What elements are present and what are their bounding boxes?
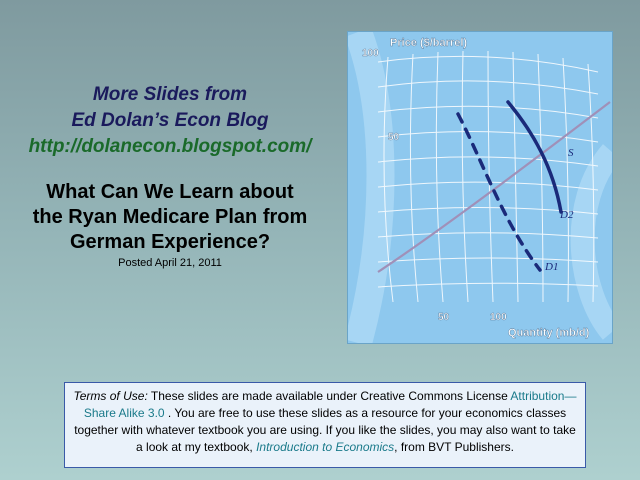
title-line-2: the Ryan Medicare Plan from bbox=[32, 206, 308, 228]
demand-label-d1: D1 bbox=[545, 261, 559, 273]
more-slides-heading bbox=[0, 82, 340, 160]
terms-text-3: , from BVT Publishers. bbox=[394, 440, 514, 454]
swirl-left bbox=[358, 32, 381, 343]
terms-lead: Terms of Use: bbox=[73, 389, 148, 403]
x-tick-100: 100 bbox=[490, 312, 507, 323]
supply-label: S bbox=[568, 147, 574, 159]
intro-block bbox=[0, 82, 340, 269]
slide-title bbox=[0, 180, 340, 255]
x-tick-50: 50 bbox=[438, 312, 450, 323]
swirl-right bbox=[583, 152, 612, 332]
terms-text-1: These slides are made available under Creative Commons License bbox=[147, 389, 511, 403]
blog-url-link[interactable]: http://dolanecon.blogspot.com/ bbox=[28, 136, 312, 157]
more-slides-line: More Slides from bbox=[92, 84, 248, 105]
textbook-link[interactable]: Introduction to Economics bbox=[256, 440, 395, 454]
blog-name: Ed Dolan’s Econ Blog bbox=[71, 110, 269, 131]
terms-text-2: . You are free to use these slides as a resource for your economics classes together with whatever textbook you are using. If you like the slides, you may also want to take a look at my textbook, bbox=[74, 406, 576, 454]
title-line-3: German Experience? bbox=[69, 231, 271, 253]
license-link[interactable]: Attribution—Share Alike 3.0 bbox=[83, 389, 577, 420]
terms-of-use-box bbox=[64, 382, 586, 468]
y-tick-100: 100 bbox=[362, 48, 379, 59]
demand-label-d2: D2 bbox=[560, 209, 574, 221]
title-line-1: What Can We Learn about bbox=[46, 181, 294, 203]
y-axis-label: Price ($/barrel) bbox=[390, 37, 468, 49]
demand-curve-d1 bbox=[458, 114, 540, 270]
y-tick-50: 50 bbox=[388, 132, 400, 143]
supply-demand-chart-image bbox=[347, 31, 613, 344]
chart-svg bbox=[348, 32, 612, 343]
posted-date: Posted April 21, 2011 bbox=[118, 257, 222, 269]
x-axis-label: Quantity (mb/d) bbox=[508, 327, 590, 339]
